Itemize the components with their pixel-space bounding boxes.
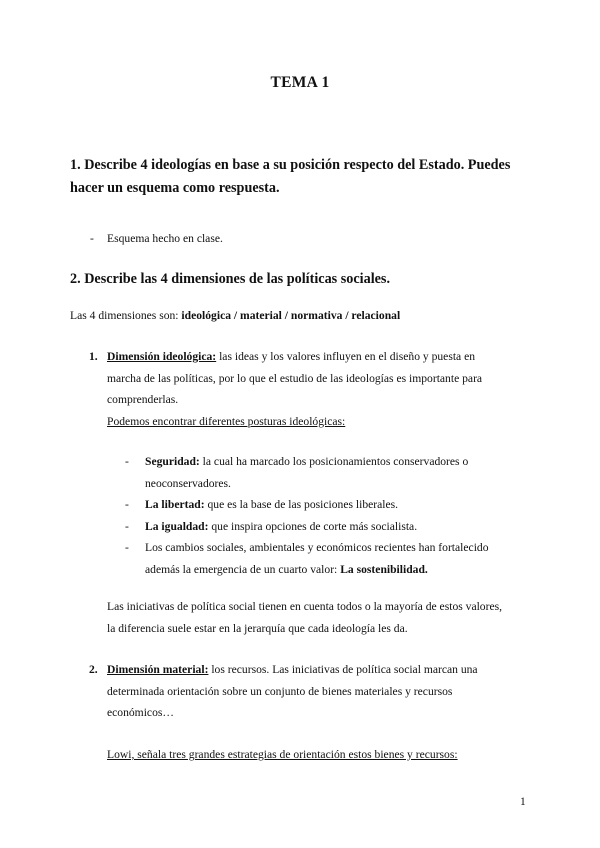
ideology-text: que es la base de las posiciones liberales.	[204, 498, 399, 511]
page-title: TEMA 1	[270, 74, 330, 91]
dash-bullet: -	[90, 232, 94, 245]
dimension-2-subheading: Lowi, señala tres grandes estrategias de orientación estos bienes y recursos:	[107, 748, 458, 761]
question-1-answer	[90, 228, 540, 250]
ideology-text: la cual ha marcado los posicionamientos conservadores o neoconservadores.	[145, 455, 469, 490]
ideology-label: La libertad:	[145, 498, 205, 511]
dash-bullet: -	[125, 498, 129, 511]
dimension-1-text: las ideas y los valores influyen en el diseño y puesta en marcha de las políticas, por lo que el estudio de las ideologías es importante para comprenderlas.	[107, 350, 483, 406]
dimension-2-number: 2.	[89, 663, 98, 676]
question-1: 1. Describe 4 ideologías en base a su posición respecto del Estado. Puedes hacer un esquema como respuesta.	[70, 157, 511, 196]
dimension-1-number: 1.	[89, 350, 98, 363]
ideology-item	[125, 537, 520, 580]
ideology-label: La igualdad:	[145, 519, 209, 533]
ideology-text: Los cambios sociales, ambientales y económicos recientes han fortalecido además la emergencia de un cuarto valor:	[145, 541, 489, 576]
dimension-2-paragraph	[107, 659, 512, 724]
dimension-1-paragraph	[107, 346, 507, 432]
dash-bullet: -	[125, 455, 129, 468]
dash-bullet: -	[125, 541, 129, 554]
page-number: 1	[520, 796, 526, 808]
question-2: 2. Describe las 4 dimensiones de las políticas sociales.	[70, 271, 391, 287]
dash-bullet: -	[125, 519, 129, 533]
dimension-1-subheading: Podemos encontrar diferentes posturas ideológicas:	[107, 414, 346, 428]
dimension-1-closing: Las iniciativas de política social tienen en cuenta todos o la mayoría de estos valores, la diferencia suele estar en la jerarquía que cada ideología les da.	[107, 600, 503, 635]
ideology-text: que inspira opciones de corte más socialista.	[208, 519, 418, 533]
ideology-list	[125, 451, 520, 580]
dimensions-intro	[70, 305, 550, 327]
intro-prefix: Las 4 dimensiones son:	[70, 309, 182, 322]
ideology-item	[125, 494, 520, 516]
answer-text: Esquema hecho en clase.	[107, 232, 223, 245]
ideology-label: La sostenibilidad.	[340, 562, 428, 576]
dimension-2-heading: Dimensión material:	[107, 663, 209, 676]
ideology-item	[125, 451, 520, 494]
ideology-item	[125, 516, 520, 538]
ideology-label: Seguridad:	[145, 455, 200, 468]
dimension-2-text: los recursos. Las iniciativas de política social marcan una determinada orientación sobre un conjunto de bienes materiales y recursos económicos…	[107, 663, 478, 719]
dimension-1-heading: Dimensión ideológica:	[107, 350, 217, 363]
intro-dimensions: ideológica / material / normativa / relacional	[181, 309, 401, 322]
